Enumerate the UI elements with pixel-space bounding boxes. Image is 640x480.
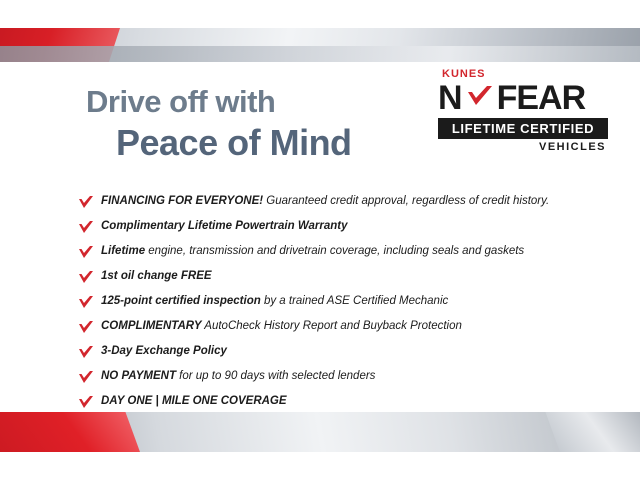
list-item	[78, 269, 588, 286]
logo-word-fear: FEAR	[496, 79, 586, 117]
bottom-decorative-band	[0, 412, 640, 452]
check-mark-icon	[78, 220, 94, 236]
list-item-strong: 1st oil change FREE	[101, 270, 212, 282]
list-item	[78, 219, 588, 236]
list-item-text	[101, 244, 524, 259]
page-title	[86, 86, 352, 163]
benefits-list	[78, 194, 588, 435]
headline-line-2: Peace of Mind	[116, 122, 352, 163]
list-item-text	[101, 369, 375, 384]
check-mark-icon	[78, 320, 94, 336]
list-item-rest: engine, transmission and drivetrain coverage, including seals and gaskets	[145, 245, 525, 257]
list-item-text	[101, 269, 212, 284]
check-mark-icon	[78, 245, 94, 261]
list-item	[78, 319, 588, 336]
list-item-strong: 3-Day Exchange Policy	[101, 345, 227, 357]
top-red-accent	[0, 28, 120, 62]
list-item	[78, 194, 588, 211]
logo-wordmark	[438, 81, 608, 115]
list-item-text	[101, 319, 462, 334]
promo-banner	[0, 28, 640, 452]
list-item-strong: COMPLIMENTARY	[101, 320, 202, 332]
list-item-strong: Lifetime	[101, 245, 146, 257]
check-mark-icon	[78, 295, 94, 311]
check-mark-icon	[78, 195, 94, 211]
bottom-frame	[0, 452, 640, 480]
no-fear-logo	[438, 68, 608, 153]
list-item-text	[101, 294, 448, 309]
list-item	[78, 294, 588, 311]
list-item-strong: FINANCING FOR EVERYONE!	[101, 195, 264, 207]
list-item-text	[101, 344, 227, 359]
list-item	[78, 244, 588, 261]
list-item-rest: AutoCheck History Report and Buyback Protection	[201, 320, 462, 332]
list-item	[78, 344, 588, 361]
list-item-rest: for up to 90 days with selected lenders	[175, 370, 376, 382]
list-item-rest: Guaranteed credit approval, regardless of credit history.	[263, 195, 550, 207]
check-mark-icon	[78, 370, 94, 386]
headline-line-1: Drive off with	[86, 84, 276, 119]
list-item-text	[101, 219, 347, 234]
top-frame	[0, 0, 640, 28]
logo-brand-text: KUNES	[442, 68, 486, 80]
list-item-strong: NO PAYMENT	[101, 370, 176, 382]
list-item-text	[101, 194, 549, 209]
list-item-strong: DAY ONE | MILE ONE COVERAGE	[101, 395, 287, 407]
top-decorative-band	[0, 28, 640, 62]
logo-letter-n: N	[438, 79, 463, 117]
list-item-rest: by a trained ASE Certified Mechanic	[260, 295, 449, 307]
check-mark-icon	[78, 270, 94, 286]
list-item	[78, 369, 588, 386]
logo-vehicles-text: VEHICLES	[538, 141, 606, 153]
list-item	[78, 394, 588, 411]
list-item-strong: Complimentary Lifetime Powertrain Warranty	[101, 220, 348, 232]
list-item-text	[101, 394, 287, 409]
check-mark-icon	[78, 395, 94, 411]
list-item-strong: 125-point certified inspection	[101, 295, 261, 307]
check-mark-icon	[465, 83, 495, 113]
logo-certified-bar: LIFETIME CERTIFIED	[438, 118, 608, 139]
check-mark-icon	[78, 345, 94, 361]
